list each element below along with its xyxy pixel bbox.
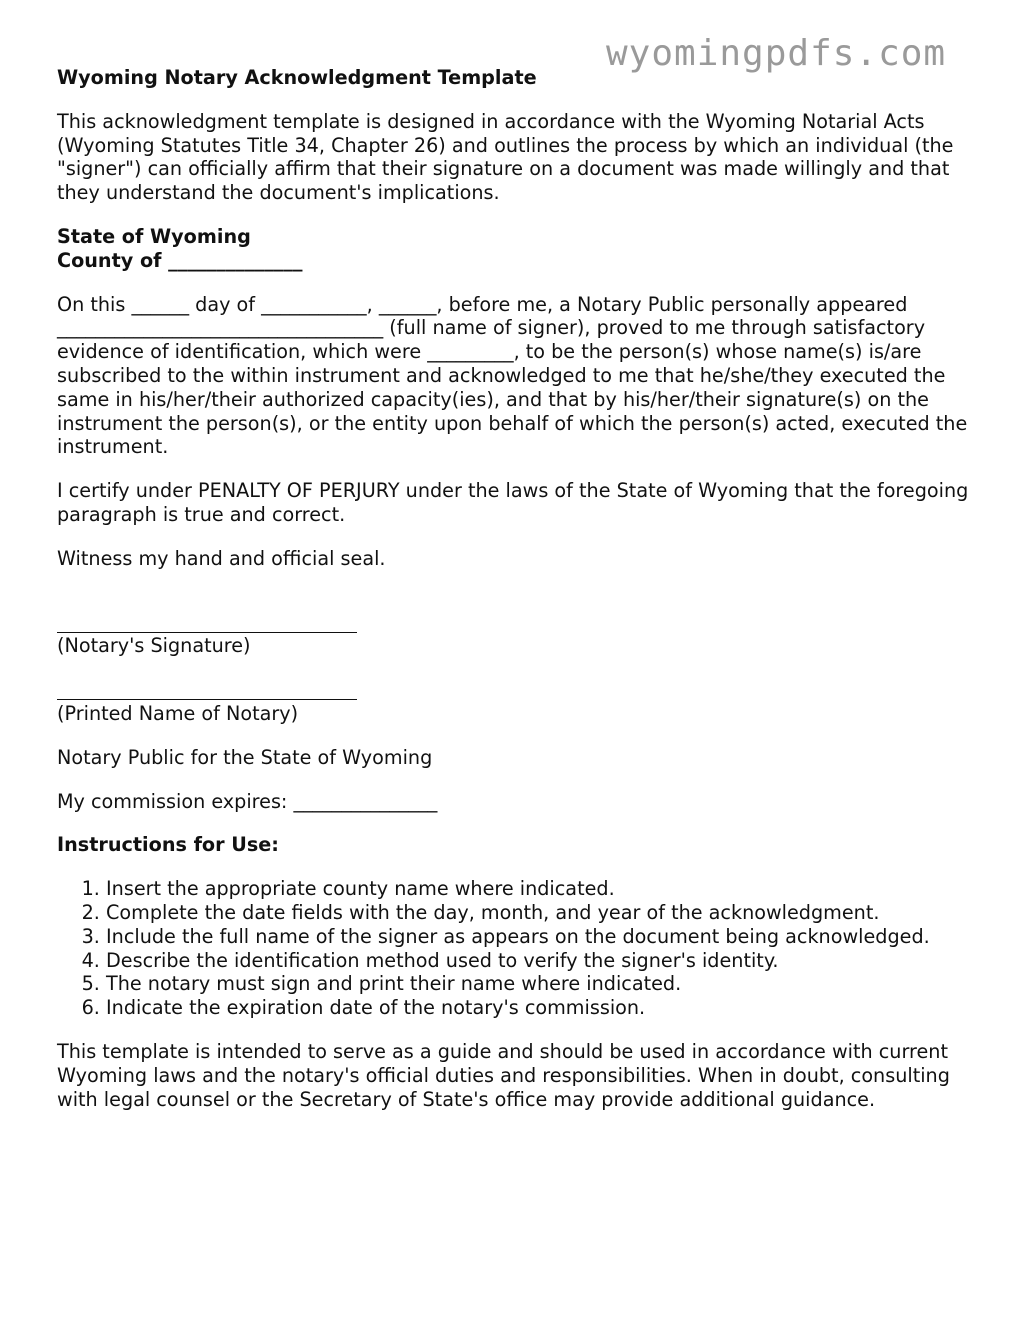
- notary-public-line: Notary Public for the State of Wyoming: [57, 745, 433, 769]
- instructions-heading: Instructions for Use:: [57, 833, 279, 857]
- closing-paragraph: This template is intended to serve as a guide and should be used in accordance with current Wyoming laws and the notary's official duties and responsibilities. When in doubt, consulting with legal counsel or the Secretary of State's office may provide additional guidance.: [57, 1039, 950, 1111]
- instructions-list: [57, 877, 977, 1020]
- printed-name-line[interactable]: [57, 678, 977, 702]
- instruction-item: 1. Insert the appropriate county name where indicated.: [106, 877, 977, 901]
- acknowledgment-rest: evidence of identification, which were _________, to be the person(s) whose name(s) is/are subscribed to the within instrument and acknowledged to me that he/she/they executed the same in his/her/their authorized capacity(ies), and that by his/her/their signature(s) on the instrument the person(s), or the entity upon behalf of which the person(s) acted, executed the instrument.: [57, 340, 968, 459]
- venue-county: County of ______________: [57, 248, 303, 272]
- instruction-item: 3. Include the full name of the signer as appears on the document being acknowledged.: [106, 925, 977, 949]
- acknowledgment-line-2: __________________________________ (full name of signer), proved to me through satisfactory: [57, 316, 926, 340]
- watermark: wyomingpdfs.com: [606, 33, 947, 74]
- acknowledgment-line-1: On this ______ day of ___________, ______, before me, a Notary Public personally appeared: [57, 292, 908, 316]
- certification-paragraph: I certify under PENALTY OF PERJURY under the laws of the State of Wyoming that the foregoing paragraph is true and correct.: [57, 479, 969, 526]
- instruction-item: 6. Indicate the expiration date of the notary's commission.: [106, 996, 977, 1020]
- acknowledgment-paragraph: [57, 293, 977, 460]
- notary-signature-block: [57, 591, 977, 659]
- document-title: Wyoming Notary Acknowledgment Template: [57, 66, 537, 89]
- printed-name-block: [57, 678, 977, 726]
- notary-signature-label: (Notary's Signature): [57, 634, 251, 658]
- printed-name-label: (Printed Name of Notary): [57, 701, 299, 725]
- commission-expires-line: My commission expires: _______________: [57, 789, 438, 813]
- venue-state: State of Wyoming: [57, 224, 251, 248]
- venue-block: [57, 225, 977, 273]
- instruction-item: 5. The notary must sign and print their name where indicated.: [106, 972, 977, 996]
- intro-paragraph: This acknowledgment template is designed in accordance with the Wyoming Notarial Acts (Wyoming Statutes Title 34, Chapter 26) and outlines the process by which an individual (the "signer") can officially affirm that their signature on a document was made willingly and that they understand the document's implications.: [57, 109, 954, 205]
- notary-signature-line[interactable]: [57, 611, 977, 635]
- instruction-item: 4. Describe the identification method used to verify the signer's identity.: [106, 949, 977, 973]
- witness-line: Witness my hand and official seal.: [57, 546, 386, 570]
- document-body: [57, 66, 977, 1131]
- instruction-item: 2. Complete the date fields with the day, month, and year of the acknowledgment.: [106, 901, 977, 925]
